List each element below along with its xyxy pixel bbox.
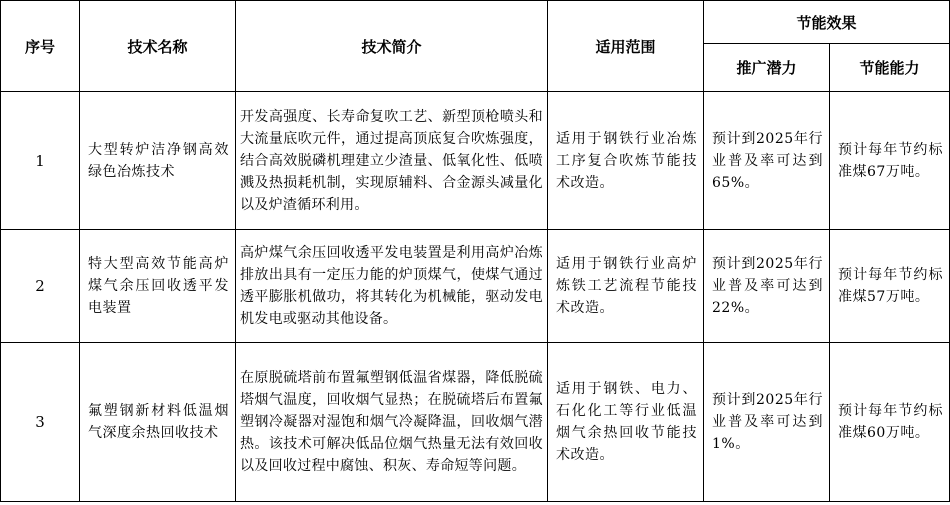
row-index: 2 bbox=[1, 230, 80, 343]
promotion-potential: 预计到2025年行业普及率可达到1%。 bbox=[704, 343, 830, 502]
promotion-potential: 预计到2025年行业普及率可达到65%。 bbox=[704, 92, 830, 230]
tech-scope: 适用于钢铁行业冶炼工序复合吹炼节能技术改造。 bbox=[548, 92, 704, 230]
tech-name: 大型转炉洁净钢高效绿色冶炼技术 bbox=[80, 92, 236, 230]
tech-scope: 适用于钢铁行业高炉炼铁工艺流程节能技术改造。 bbox=[548, 230, 704, 343]
header-name: 技术名称 bbox=[80, 1, 236, 92]
tech-scope: 适用于钢铁、电力、石化化工等行业低温烟气余热回收节能技术改造。 bbox=[548, 343, 704, 502]
table-row bbox=[1, 92, 950, 230]
header-capacity: 节能能力 bbox=[830, 44, 950, 92]
saving-capacity: 预计每年节约标准煤60万吨。 bbox=[830, 343, 950, 502]
header-potential: 推广潜力 bbox=[704, 44, 830, 92]
header-row bbox=[1, 1, 950, 44]
saving-capacity: 预计每年节约标准煤67万吨。 bbox=[830, 92, 950, 230]
row-index: 1 bbox=[1, 92, 80, 230]
header-effect: 节能效果 bbox=[704, 1, 950, 44]
header-intro: 技术简介 bbox=[236, 1, 548, 92]
row-index: 3 bbox=[1, 343, 80, 502]
header-scope: 适用范围 bbox=[548, 1, 704, 92]
promotion-potential: 预计到2025年行业普及率可达到22%。 bbox=[704, 230, 830, 343]
tech-intro: 高炉煤气余压回收透平发电装置是利用高炉冶炼排放出具有一定压力能的炉顶煤气，使煤气通过透平膨胀机做功，将其转化为机械能，驱动发电机发电或驱动其他设备。 bbox=[236, 230, 548, 343]
tech-intro: 在原脱硫塔前布置氟塑钢低温省煤器，降低脱硫塔烟气温度，回收烟气显热；在脱硫塔后布置氟塑钢冷凝器对湿饱和烟气冷凝降温，回收烟气潜热。该技术可解决低品位烟气热量无法有效回收以及回收过程中腐蚀、积灰、寿命短等问题。 bbox=[236, 343, 548, 502]
header-index: 序号 bbox=[1, 1, 80, 92]
tech-intro: 开发高强度、长寿命复吹工艺、新型顶枪喷头和大流量底吹元件，通过提高顶底复合吹炼强度，结合高效脱磷机理建立少渣量、低氧化性、低喷溅及热损耗机制，实现原辅料、合金源头减量化以及炉渣循环利用。 bbox=[236, 92, 548, 230]
tech-name: 氟塑钢新材料低温烟气深度余热回收技术 bbox=[80, 343, 236, 502]
saving-capacity: 预计每年节约标准煤57万吨。 bbox=[830, 230, 950, 343]
table-row bbox=[1, 230, 950, 343]
tech-name: 特大型高效节能高炉煤气余压回收透平发电装置 bbox=[80, 230, 236, 343]
table-row bbox=[1, 343, 950, 502]
